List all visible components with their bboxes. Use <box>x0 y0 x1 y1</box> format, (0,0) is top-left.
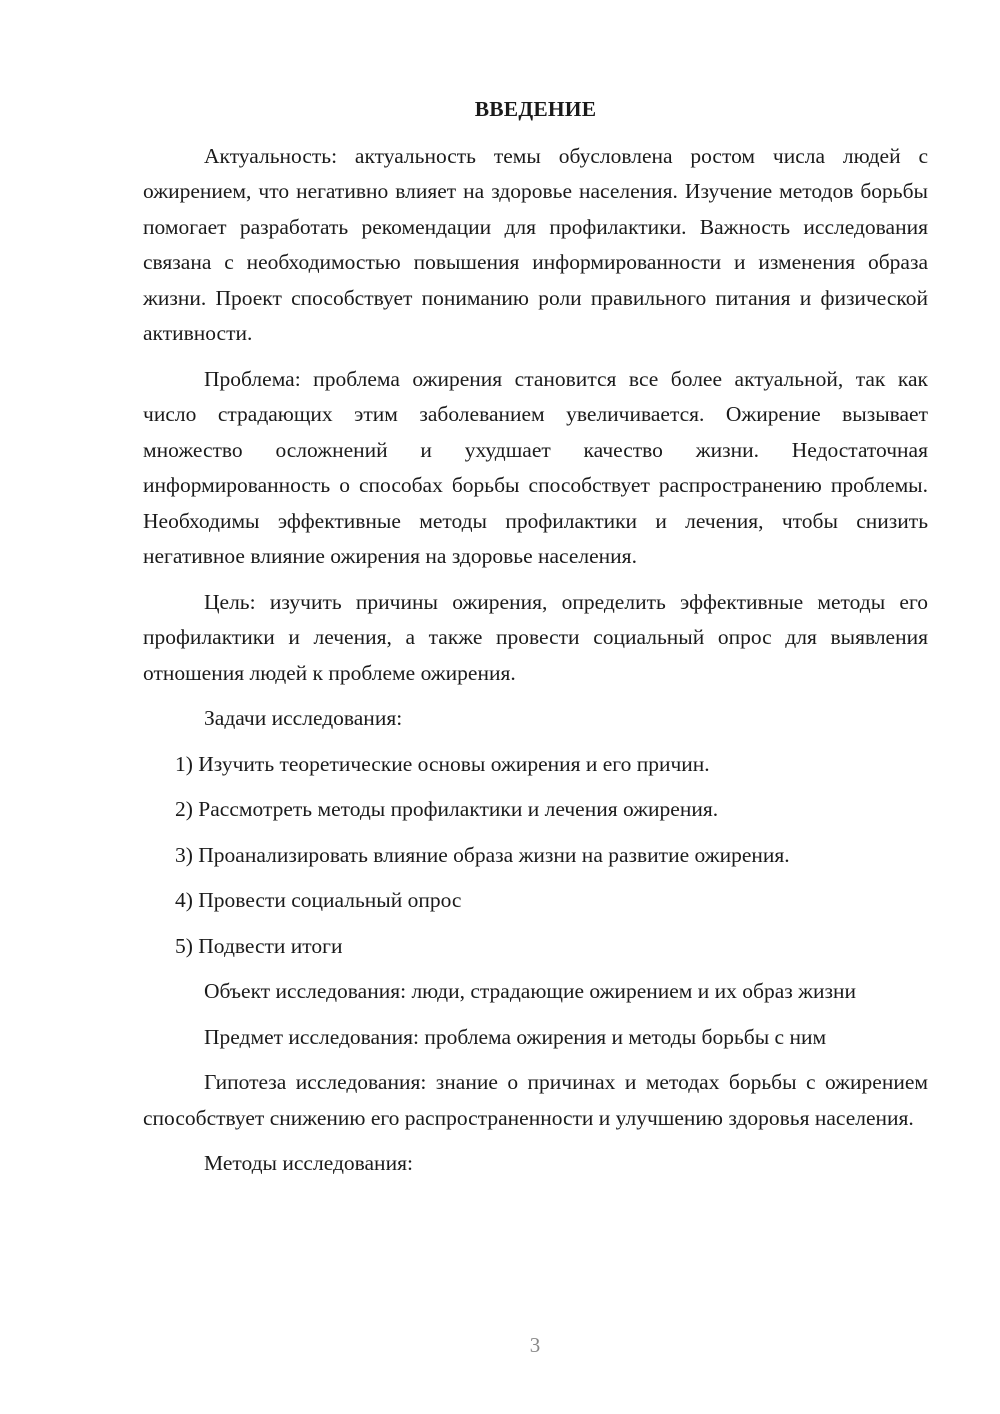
list-item: 3) Проанализировать влияние образа жизни на развитие ожирения. <box>175 842 790 867</box>
list-item: 4) Провести социальный опрос <box>175 888 462 912</box>
page-number: 3 <box>529 1333 541 1357</box>
object-paragraph: Объект исследования: люди, страдающие ожирением и их образ жизни <box>204 979 856 1003</box>
list-item: 5) Подвести итоги <box>175 933 343 958</box>
methods-heading: Методы исследования: <box>204 1151 413 1175</box>
subject-paragraph: Предмет исследования: проблема ожирения и методы борьбы с ним <box>204 1024 827 1049</box>
goal-paragraph: Цель: изучить причины ожирения, определить эффективные методы его профилактики и лечения, а также провести социальный опрос для выявления отношения людей к проблеме ожирения. <box>143 589 928 685</box>
relevance-paragraph: Актуальность: актуальность темы обусловлена ростом числа людей с ожирением, что негативно влияет на здоровье населения. Изучение методов борьбы помогает разработать рекомендации для профилактики. Важность исследования связана с необходимостью повышения информированности и изменения образа жизни. Проект способствует пониманию роли правильного питания и физической активности. <box>143 143 928 345</box>
hypothesis-paragraph: Гипотеза исследования: знание о причинах и методах борьбы с ожирением способствует снижению его распространенности и улучшению здоровья населения. <box>143 1070 928 1130</box>
list-item: 2) Рассмотреть методы профилактики и лечения ожирения. <box>175 797 719 821</box>
list-item: 1) Изучить теоретические основы ожирения и его причин. <box>175 751 710 776</box>
page-title: ВВЕДЕНИЕ <box>474 97 597 121</box>
tasks-list <box>143 747 928 965</box>
tasks-heading: Задачи исследования: <box>204 706 403 730</box>
document-page <box>143 92 928 1192</box>
problem-paragraph: Проблема: проблема ожирения становится все более актуальной, так как число страдающих этим заболеванием увеличивается. Ожирение вызывает множество осложнений и ухудшает качество жизни. Недостаточная информированность о способах борьбы способствует распространению проблемы. Необходимы эффективные методы профилактики и лечения, чтобы снизить негативное влияние ожирения на здоровье населения. <box>143 366 928 568</box>
